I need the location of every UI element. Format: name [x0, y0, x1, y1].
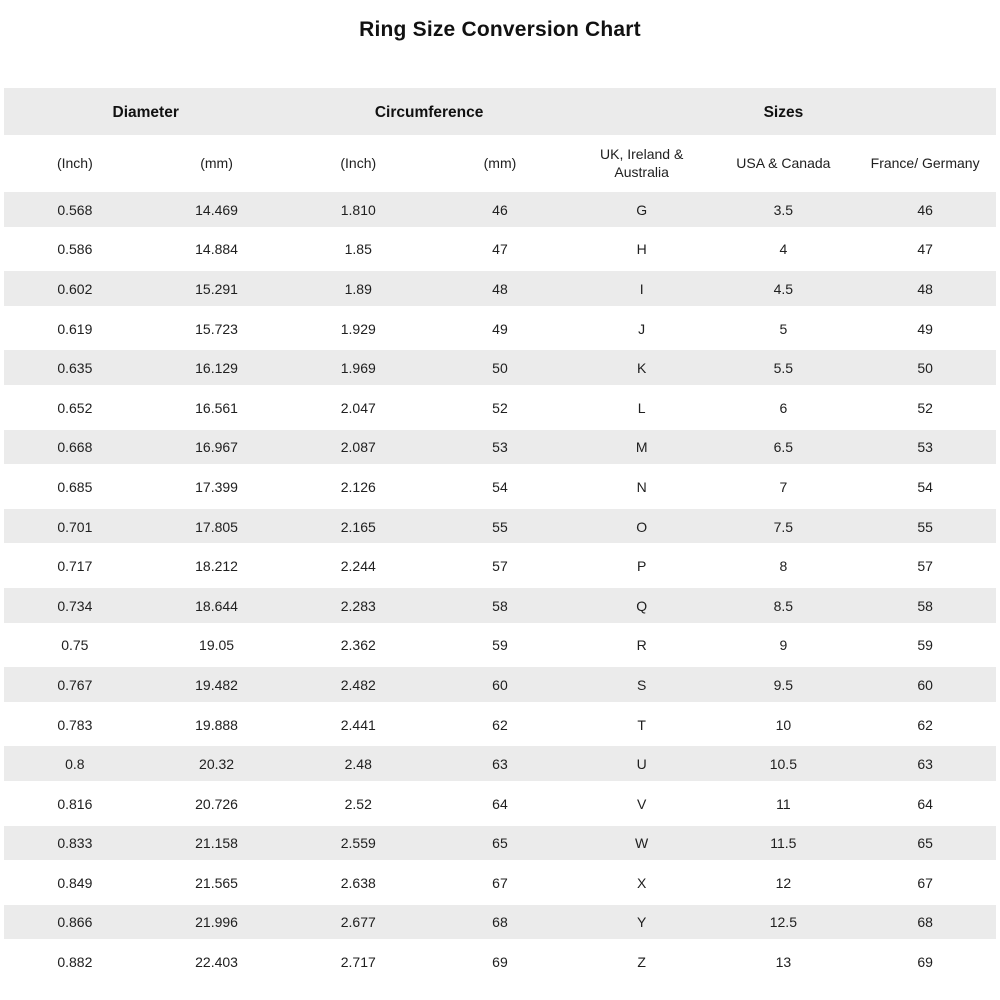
- table-cell: 6: [779, 399, 788, 416]
- table-cell: 7: [779, 478, 788, 495]
- table-cell: 0.602: [4, 269, 146, 309]
- table-cell: 2.047: [340, 399, 376, 416]
- table-cell: 46: [854, 190, 996, 230]
- table-cell: R: [636, 637, 647, 654]
- table-cell: M: [571, 428, 713, 468]
- table-row: [4, 507, 996, 547]
- table-cell: 20.32: [146, 744, 288, 784]
- table-cell: 53: [854, 428, 996, 468]
- table-cell: 58: [429, 586, 571, 626]
- table-cell: 64: [917, 795, 933, 812]
- table-cell: V: [636, 795, 647, 812]
- table-row: [4, 388, 996, 428]
- table-row: [4, 903, 996, 943]
- table-cell: N: [636, 478, 647, 495]
- column-header-2: (Inch): [287, 137, 429, 190]
- column-header-4: UK, Ireland & Australia: [571, 137, 713, 190]
- table-cell: 0.717: [57, 558, 93, 575]
- table-cell: 69: [917, 954, 933, 971]
- table-cell: 0.8: [4, 744, 146, 784]
- table-cell: 8.5: [713, 586, 855, 626]
- table-cell: 63: [854, 744, 996, 784]
- table-row: [4, 546, 996, 586]
- table-cell: 2.087: [287, 428, 429, 468]
- table-row: [4, 230, 996, 270]
- table-cell: 0.668: [4, 428, 146, 468]
- table-cell: 21.996: [146, 903, 288, 943]
- table-cell: 11.5: [713, 824, 855, 864]
- table-cell: 10: [775, 716, 792, 733]
- table-cell: 68: [854, 903, 996, 943]
- column-header-1: (mm): [146, 137, 288, 190]
- table-cell: 9.5: [713, 665, 855, 705]
- table-row: [4, 348, 996, 388]
- table-header: [4, 88, 996, 190]
- table-cell: 0.783: [57, 716, 93, 733]
- table-cell: K: [571, 348, 713, 388]
- column-header-0: (Inch): [4, 137, 146, 190]
- table-cell: 15.723: [195, 320, 238, 337]
- table-cell: 1.929: [340, 320, 376, 337]
- table-body: [4, 190, 996, 982]
- table-cell: 18.644: [146, 586, 288, 626]
- table-cell: 48: [854, 269, 996, 309]
- table-row: [4, 626, 996, 666]
- table-cell: 1.810: [287, 190, 429, 230]
- table-cell: 20.726: [195, 795, 238, 812]
- table-row: [4, 665, 996, 705]
- table-cell: 21.565: [195, 874, 238, 891]
- table-cell: 2.638: [340, 874, 376, 891]
- table-cell: 7.5: [713, 507, 855, 547]
- table-cell: 14.884: [195, 241, 238, 258]
- table-cell: 2.441: [340, 716, 376, 733]
- table-cell: 68: [429, 903, 571, 943]
- table-cell: 12: [775, 874, 792, 891]
- table-cell: 59: [492, 637, 508, 654]
- table-cell: 1.85: [344, 241, 372, 258]
- table-cell: 4.5: [713, 269, 855, 309]
- table-row: [4, 744, 996, 784]
- table-cell: 11: [776, 795, 791, 812]
- table-cell: 0.652: [57, 399, 93, 416]
- table-cell: 46: [429, 190, 571, 230]
- table-cell: 2.126: [340, 478, 376, 495]
- table-cell: 2.559: [287, 824, 429, 864]
- table-cell: I: [571, 269, 713, 309]
- table-cell: 65: [429, 824, 571, 864]
- table-cell: 2.677: [287, 903, 429, 943]
- table-cell: 17.805: [146, 507, 288, 547]
- table-cell: 0.619: [57, 320, 93, 337]
- table-row: [4, 467, 996, 507]
- table-cell: Q: [571, 586, 713, 626]
- table-cell: 2.52: [344, 795, 372, 812]
- table-row: [4, 942, 996, 982]
- table-cell: 2.244: [340, 558, 376, 575]
- table-cell: Z: [637, 954, 646, 971]
- table-row: [4, 269, 996, 309]
- table-cell: 19.482: [146, 665, 288, 705]
- table-cell: 47: [492, 241, 508, 258]
- table-cell: 64: [492, 795, 508, 812]
- table-cell: 5.5: [713, 348, 855, 388]
- group-header-row: [4, 88, 996, 137]
- table-cell: 54: [917, 478, 933, 495]
- table-cell: 52: [492, 399, 508, 416]
- table-cell: 18.212: [195, 558, 238, 575]
- table-cell: O: [571, 507, 713, 547]
- table-cell: 2.482: [287, 665, 429, 705]
- table-cell: 16.129: [146, 348, 288, 388]
- table-cell: J: [638, 320, 646, 337]
- table-cell: 63: [429, 744, 571, 784]
- table-cell: 55: [429, 507, 571, 547]
- page-title: Ring Size Conversion Chart: [359, 18, 641, 41]
- table-cell: 50: [854, 348, 996, 388]
- table-row: [4, 190, 996, 230]
- table-cell: 0.767: [4, 665, 146, 705]
- table-cell: 2.283: [287, 586, 429, 626]
- table-row: [4, 784, 996, 824]
- table-cell: 49: [492, 320, 508, 337]
- table-cell: 12.5: [713, 903, 855, 943]
- table-cell: X: [636, 874, 647, 891]
- table-cell: 16.967: [146, 428, 288, 468]
- table-cell: 49: [917, 320, 933, 337]
- table-row: [4, 586, 996, 626]
- table-cell: 2.717: [340, 954, 376, 971]
- table-cell: 52: [917, 399, 933, 416]
- table-cell: P: [636, 558, 647, 575]
- table-cell: 55: [854, 507, 996, 547]
- table-cell: 0.734: [4, 586, 146, 626]
- table-cell: 58: [854, 586, 996, 626]
- table-cell: 65: [854, 824, 996, 864]
- table-cell: 48: [429, 269, 571, 309]
- table-cell: 0.586: [57, 241, 93, 258]
- table-cell: H: [636, 241, 647, 258]
- table-cell: 54: [492, 478, 508, 495]
- table-cell: 0.849: [57, 874, 93, 891]
- column-header-5: USA & Canada: [713, 137, 855, 190]
- table-cell: 15.291: [146, 269, 288, 309]
- group-header-diameter: Diameter: [4, 88, 287, 137]
- table-cell: 67: [917, 874, 933, 891]
- table-row: [4, 863, 996, 903]
- table-cell: U: [571, 744, 713, 784]
- table-cell: 0.882: [57, 954, 93, 971]
- table-cell: 4: [779, 241, 788, 258]
- column-header-row: [4, 137, 996, 190]
- table-cell: 1.89: [287, 269, 429, 309]
- ring-size-conversion-table: [4, 88, 996, 982]
- table-cell: L: [637, 399, 646, 416]
- table-row: [4, 309, 996, 349]
- column-header-3: (mm): [429, 137, 571, 190]
- table-cell: S: [571, 665, 713, 705]
- table-cell: 2.165: [287, 507, 429, 547]
- table-cell: 2.48: [287, 744, 429, 784]
- table-cell: 8: [779, 558, 788, 575]
- table-cell: 16.561: [195, 399, 238, 416]
- table-cell: 9: [779, 637, 788, 654]
- table-cell: 19.888: [195, 716, 238, 733]
- table-cell: 2.362: [340, 637, 376, 654]
- table-cell: 5: [779, 320, 788, 337]
- table-cell: 14.469: [146, 190, 288, 230]
- table-cell: 0.833: [4, 824, 146, 864]
- table-cell: 0.75: [61, 637, 89, 654]
- column-header-6: France/ Germany: [854, 137, 996, 190]
- table-cell: 60: [854, 665, 996, 705]
- table-cell: 67: [492, 874, 508, 891]
- table-cell: G: [571, 190, 713, 230]
- table-cell: 0.866: [4, 903, 146, 943]
- table-cell: 57: [492, 558, 508, 575]
- table-cell: 50: [429, 348, 571, 388]
- table-cell: 10.5: [713, 744, 855, 784]
- table-cell: 0.568: [4, 190, 146, 230]
- table-cell: Y: [571, 903, 713, 943]
- table-cell: 21.158: [146, 824, 288, 864]
- table-cell: 1.969: [287, 348, 429, 388]
- table-cell: 6.5: [713, 428, 855, 468]
- table-cell: 60: [429, 665, 571, 705]
- table-cell: 3.5: [713, 190, 855, 230]
- table-cell: 69: [492, 954, 508, 971]
- table-cell: 62: [492, 716, 508, 733]
- group-header-sizes: Sizes: [571, 88, 996, 137]
- table-cell: 17.399: [195, 478, 238, 495]
- group-header-circumference: Circumference: [287, 88, 570, 137]
- table-cell: T: [637, 716, 646, 733]
- table-cell: 13: [775, 954, 792, 971]
- table-row: [4, 824, 996, 864]
- table-cell: 0.685: [57, 478, 93, 495]
- table-row: [4, 428, 996, 468]
- table-cell: 59: [917, 637, 933, 654]
- table-cell: 19.05: [199, 637, 235, 654]
- table-cell: 0.701: [4, 507, 146, 547]
- table-cell: W: [571, 824, 713, 864]
- table-cell: 47: [917, 241, 933, 258]
- table-cell: 0.816: [57, 795, 93, 812]
- table-cell: 57: [917, 558, 933, 575]
- table-cell: 62: [917, 716, 933, 733]
- table-row: [4, 705, 996, 745]
- table-cell: 53: [429, 428, 571, 468]
- table-cell: 0.635: [4, 348, 146, 388]
- table-cell: 22.403: [195, 954, 238, 971]
